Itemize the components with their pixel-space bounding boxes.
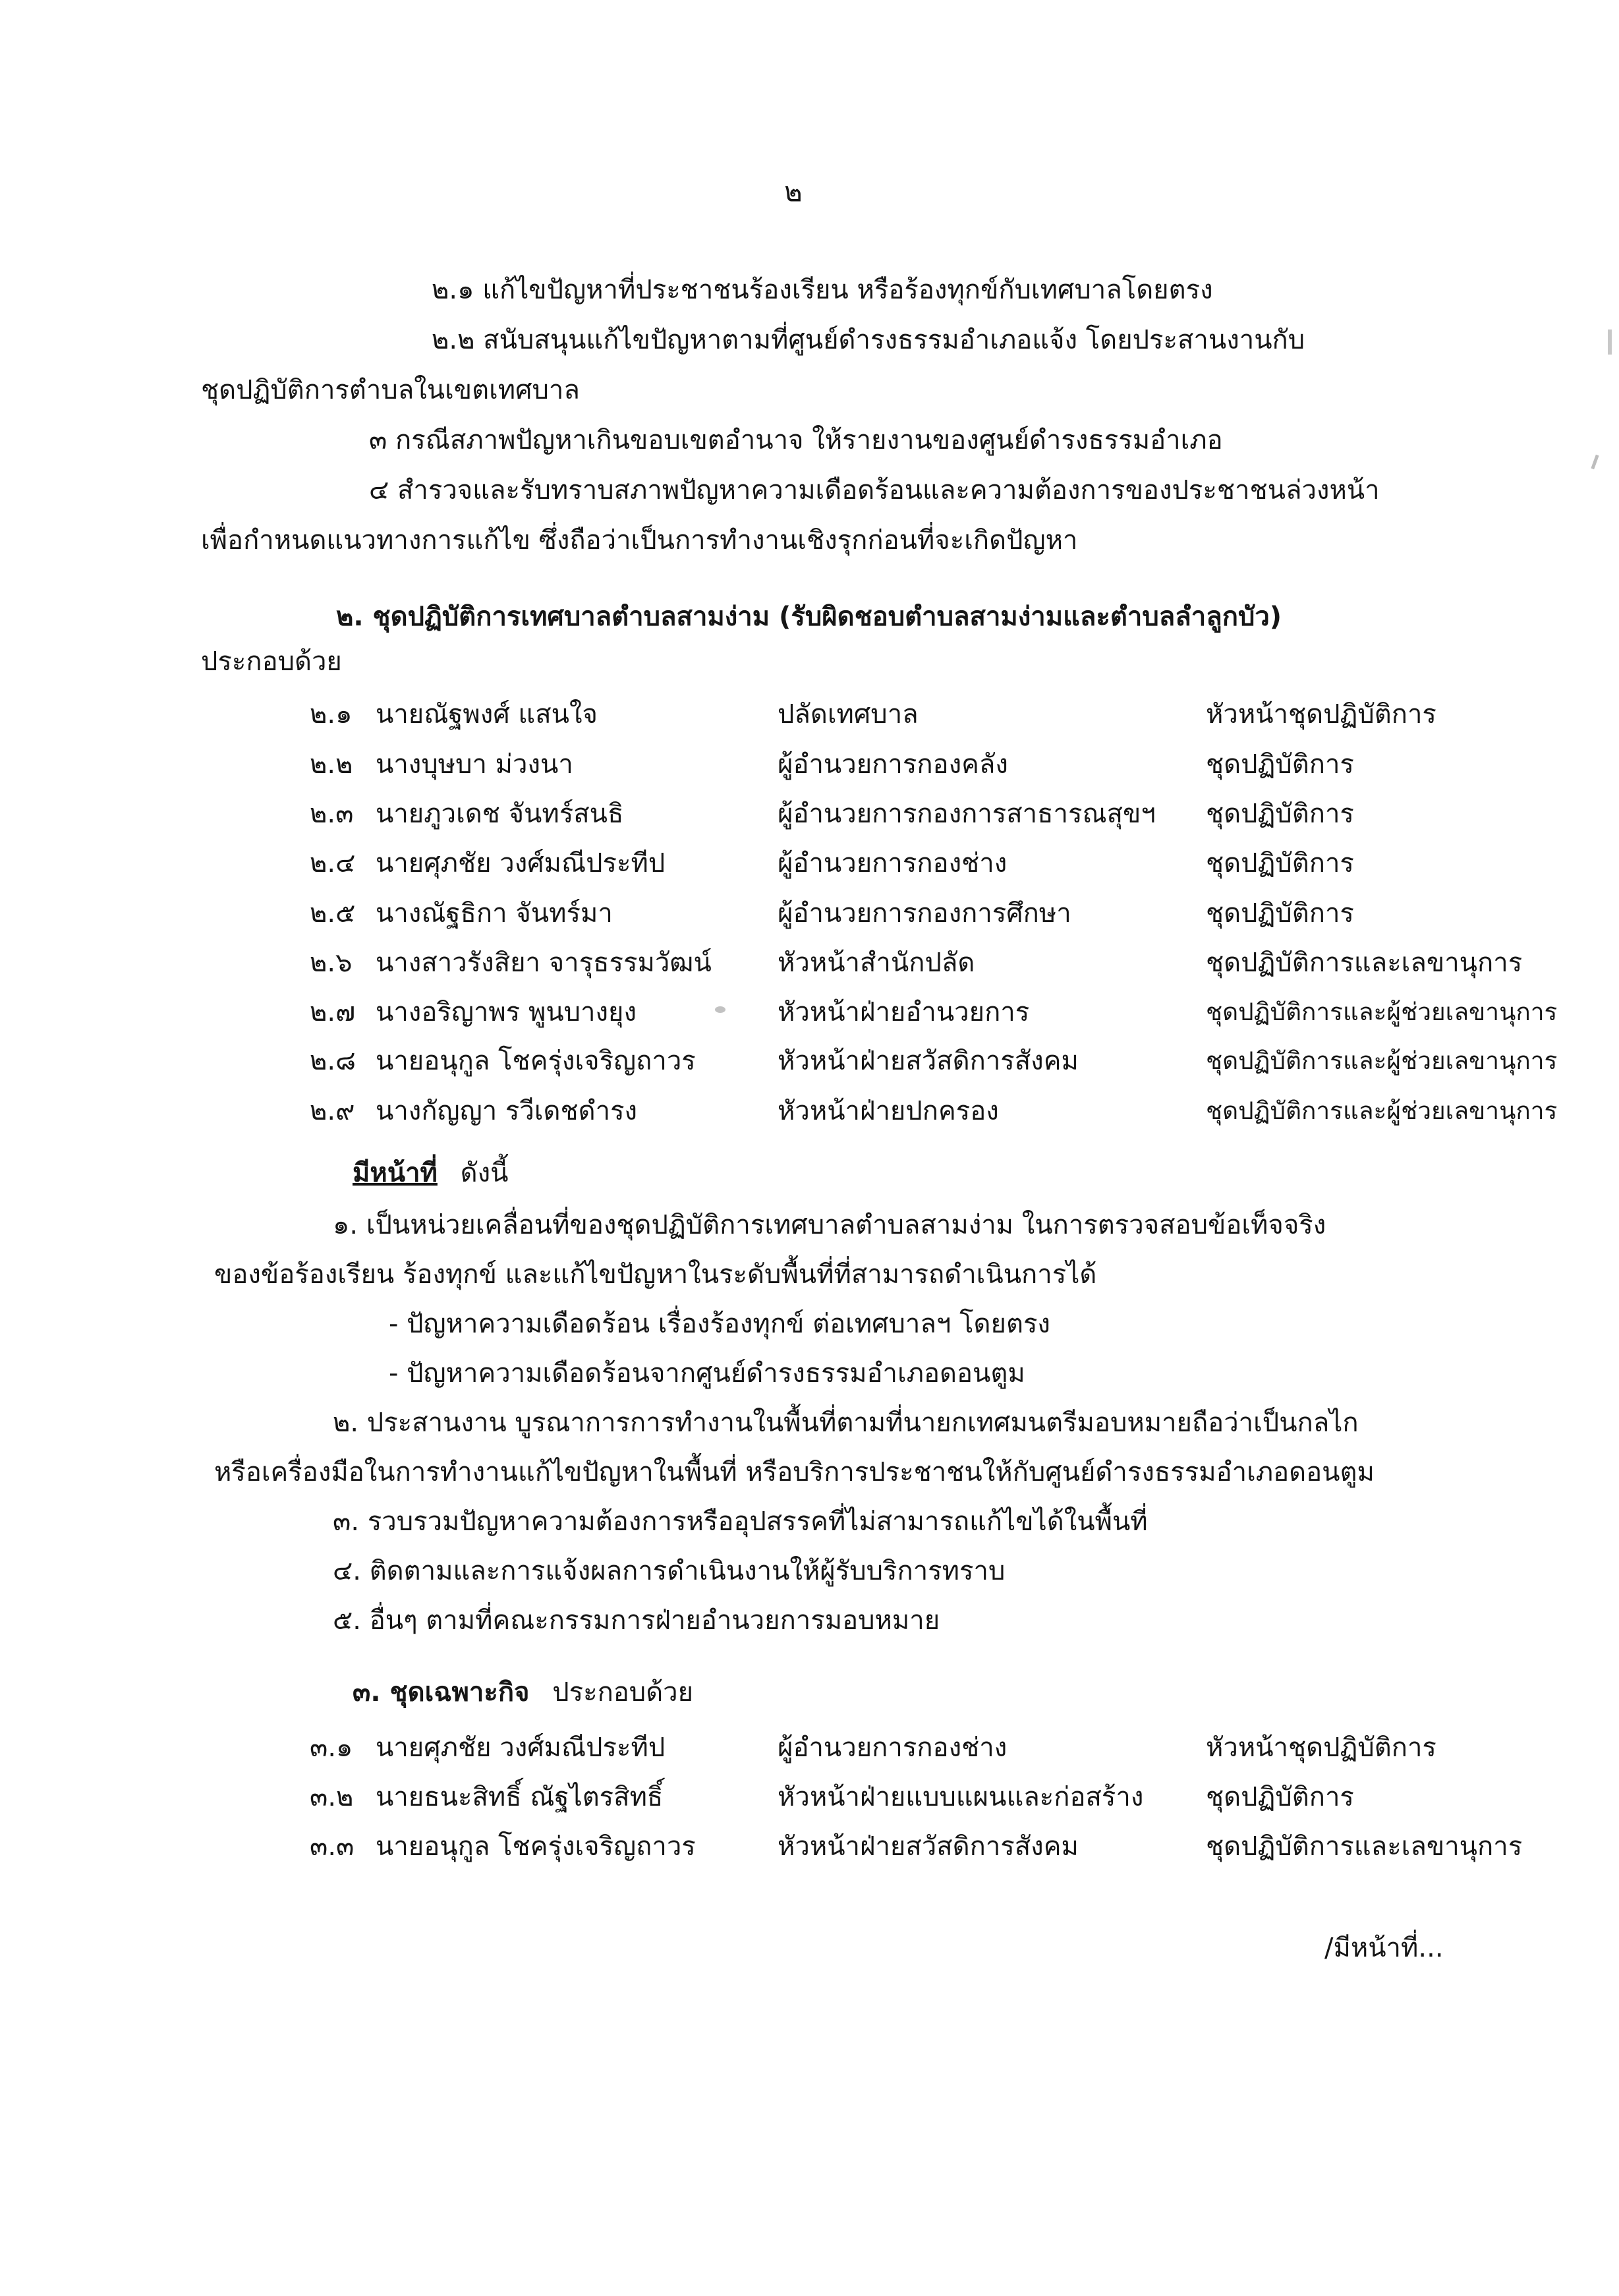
duty-5: ๕. อื่นๆ ตามที่คณะกรรมการฝ่ายอำนวยการมอบหมาย: [333, 1605, 940, 1636]
duties-heading: [353, 1155, 508, 1191]
duty-1-sub-a: - ปัญหาความเดือดร้อน เรื่องร้องทุกข์ ต่อเทศบาลฯ โดยตรง: [389, 1309, 1050, 1339]
member-position: หัวหน้าฝ่ายอำนวยการ: [778, 997, 1030, 1027]
member-role: ชุดปฏิบัติการและผู้ช่วยเลขานุการ: [1206, 998, 1558, 1026]
item-2-2: ๒.๒ สนับสนุนแก้ไขปัญหาตามที่ศูนย์ดำรงธรรมอำเภอแจ้ง โดยประสานงานกับ: [432, 325, 1305, 355]
member-position: ผู้อำนวยการกองช่าง: [778, 848, 1008, 878]
item-3: ๓ กรณีสภาพปัญหาเกินขอบเขตอำนาจ ให้รายงานของศูนย์ดำรงธรรมอำเภอ: [369, 425, 1223, 455]
duty-2: ๒. ประสานงาน บูรณาการการทำงานในพื้นที่ตามที่นายกเทศมนตรีมอบหมายถือว่าเป็นกลไก: [333, 1408, 1359, 1438]
duties-suffix: ดังนี้: [460, 1158, 509, 1188]
section-3-heading: ๓. ชุดเฉพาะกิจ: [353, 1677, 530, 1708]
section-2-heading: ๒. ชุดปฏิบัติการเทศบาลตำบลสามง่าม (รับผิดชอบตำบลสามง่ามและตำบลลำลูกบัว): [336, 602, 1282, 632]
duty-1-sub-b: - ปัญหาความเดือดร้อนจากศูนย์ดำรงธรรมอำเภอดอนตูม: [389, 1358, 1025, 1389]
member-number: ๒.๑: [310, 699, 353, 730]
member-number: ๒.๒: [310, 749, 353, 780]
member-number: ๓.๒: [310, 1782, 354, 1812]
duty-1: ๑. เป็นหน่วยเคลื่อนที่ของชุดปฏิบัติการเทศบาลตำบลสามง่าม ในการตรวจสอบข้อเท็จจริง: [333, 1210, 1326, 1240]
member-position: ผู้อำนวยการกองการศึกษา: [778, 898, 1071, 929]
member-name: นางบุษบา ม่วงนา: [376, 749, 573, 780]
member-position: ผู้อำนวยการกองการสาธารณสุขฯ: [778, 799, 1156, 829]
member-name: นายอนุกูล โชครุ่งเจริญถาวร: [376, 1046, 696, 1076]
member-role: ชุดปฏิบัติการและผู้ช่วยเลขานุการ: [1206, 1097, 1558, 1125]
item-4-continuation: เพื่อกำหนดแนวทางการแก้ไข ซึ่งถือว่าเป็นการทำงานเชิงรุกก่อนที่จะเกิดปัญหา: [201, 525, 1078, 556]
scan-mark: [1591, 455, 1599, 469]
item-2-1: ๒.๑ แก้ไขปัญหาที่ประชาชนร้องเรียน หรือร้องทุกข์กับเทศบาลโดยตรง: [432, 275, 1213, 305]
member-name: นางณัฐธิกา จันทร์มา: [376, 898, 613, 929]
member-role: ชุดปฏิบัติการและเลขานุการ: [1206, 948, 1523, 978]
continuation-marker: /มีหน้าที่...: [1324, 1933, 1444, 1963]
member-name: นายธนะสิทธิ์ ณัฐไตรสิทธิ์: [376, 1782, 664, 1812]
member-role: ชุดปฏิบัติการ: [1206, 898, 1354, 929]
member-name: นายศุภชัย วงศ์มณีประทีป: [376, 1733, 666, 1763]
member-number: ๓.๑: [310, 1733, 353, 1763]
section-3-heading-line: [353, 1674, 693, 1711]
member-name: นายภูวเดช จันทร์สนธิ: [376, 799, 624, 829]
member-position: หัวหน้าฝ่ายปกครอง: [778, 1096, 999, 1126]
member-number: ๒.๗: [310, 997, 356, 1027]
scan-mark: [1608, 330, 1612, 355]
member-position: หัวหน้าฝ่ายแบบแผนและก่อสร้าง: [778, 1782, 1144, 1812]
scan-speck: [715, 1006, 725, 1013]
member-role: ชุดปฏิบัติการและผู้ช่วยเลขานุการ: [1206, 1047, 1558, 1075]
member-role: ชุดปฏิบัติการ: [1206, 799, 1354, 829]
duty-4: ๔. ติดตามและการแจ้งผลการดำเนินงานให้ผู้รับบริการทราบ: [333, 1556, 1006, 1586]
member-number: ๒.๘: [310, 1046, 356, 1076]
member-name: นางอริญาพร พูนบางยุง: [376, 997, 637, 1027]
member-number: ๓.๓: [310, 1831, 355, 1862]
duties-label: มีหน้าที่: [353, 1158, 438, 1188]
member-role: ชุดปฏิบัติการและเลขานุการ: [1206, 1831, 1523, 1862]
member-name: นายอนุกูล โชครุ่งเจริญถาวร: [376, 1831, 696, 1862]
member-position: ปลัดเทศบาล: [778, 699, 919, 730]
member-name: นางสาวรังสิยา จารุธรรมวัฒน์: [376, 948, 712, 978]
member-name: นายศุภชัย วงศ์มณีประทีป: [376, 848, 666, 878]
member-number: ๒.๓: [310, 799, 354, 829]
duty-1-continuation: ของข้อร้องเรียน ร้องทุกข์ และแก้ไขปัญหาในระดับพื้นที่ที่สามารถดำเนินการได้: [214, 1259, 1097, 1290]
member-position: ผู้อำนวยการกองคลัง: [778, 749, 1008, 780]
member-name: นางกัญญา รวีเดชดำรง: [376, 1096, 638, 1126]
member-number: ๒.๕: [310, 898, 356, 929]
item-4: ๔ สำรวจและรับทราบสภาพปัญหาความเดือดร้อนและความต้องการของประชาชนล่วงหน้า: [369, 475, 1380, 505]
member-number: ๒.๖: [310, 948, 353, 978]
duty-3: ๓. รวบรวมปัญหาความต้องการหรืออุปสรรคที่ไม่สามารถแก้ไขได้ในพื้นที่: [333, 1507, 1148, 1537]
member-name: นายณัฐพงศ์ แสนใจ: [376, 699, 598, 730]
member-position: ผู้อำนวยการกองช่าง: [778, 1733, 1008, 1763]
member-number: ๒.๙: [310, 1096, 355, 1126]
member-role: หัวหน้าชุดปฏิบัติการ: [1206, 1733, 1436, 1763]
member-role: ชุดปฏิบัติการ: [1206, 1782, 1354, 1812]
member-position: หัวหน้าฝ่ายสวัสดิการสังคม: [778, 1831, 1079, 1862]
member-number: ๒.๔: [310, 848, 356, 878]
member-role: ชุดปฏิบัติการ: [1206, 848, 1354, 878]
section-3-consists-of: ประกอบด้วย: [552, 1677, 694, 1708]
page-number: ๒: [784, 175, 803, 208]
section-2-consists-of: ประกอบด้วย: [201, 646, 342, 677]
member-role: หัวหน้าชุดปฏิบัติการ: [1206, 699, 1436, 730]
member-position: หัวหน้าสำนักปลัด: [778, 948, 975, 978]
item-2-2-continuation: ชุดปฏิบัติการตำบลในเขตเทศบาล: [201, 375, 580, 405]
member-position: หัวหน้าฝ่ายสวัสดิการสังคม: [778, 1046, 1079, 1076]
member-role: ชุดปฏิบัติการ: [1206, 749, 1354, 780]
duty-2-continuation: หรือเครื่องมือในการทำงานแก้ไขปัญหาในพื้นที่ หรือบริการประชาชนให้กับศูนย์ดำรงธรรมอำเภอดอนตูม: [214, 1457, 1375, 1487]
